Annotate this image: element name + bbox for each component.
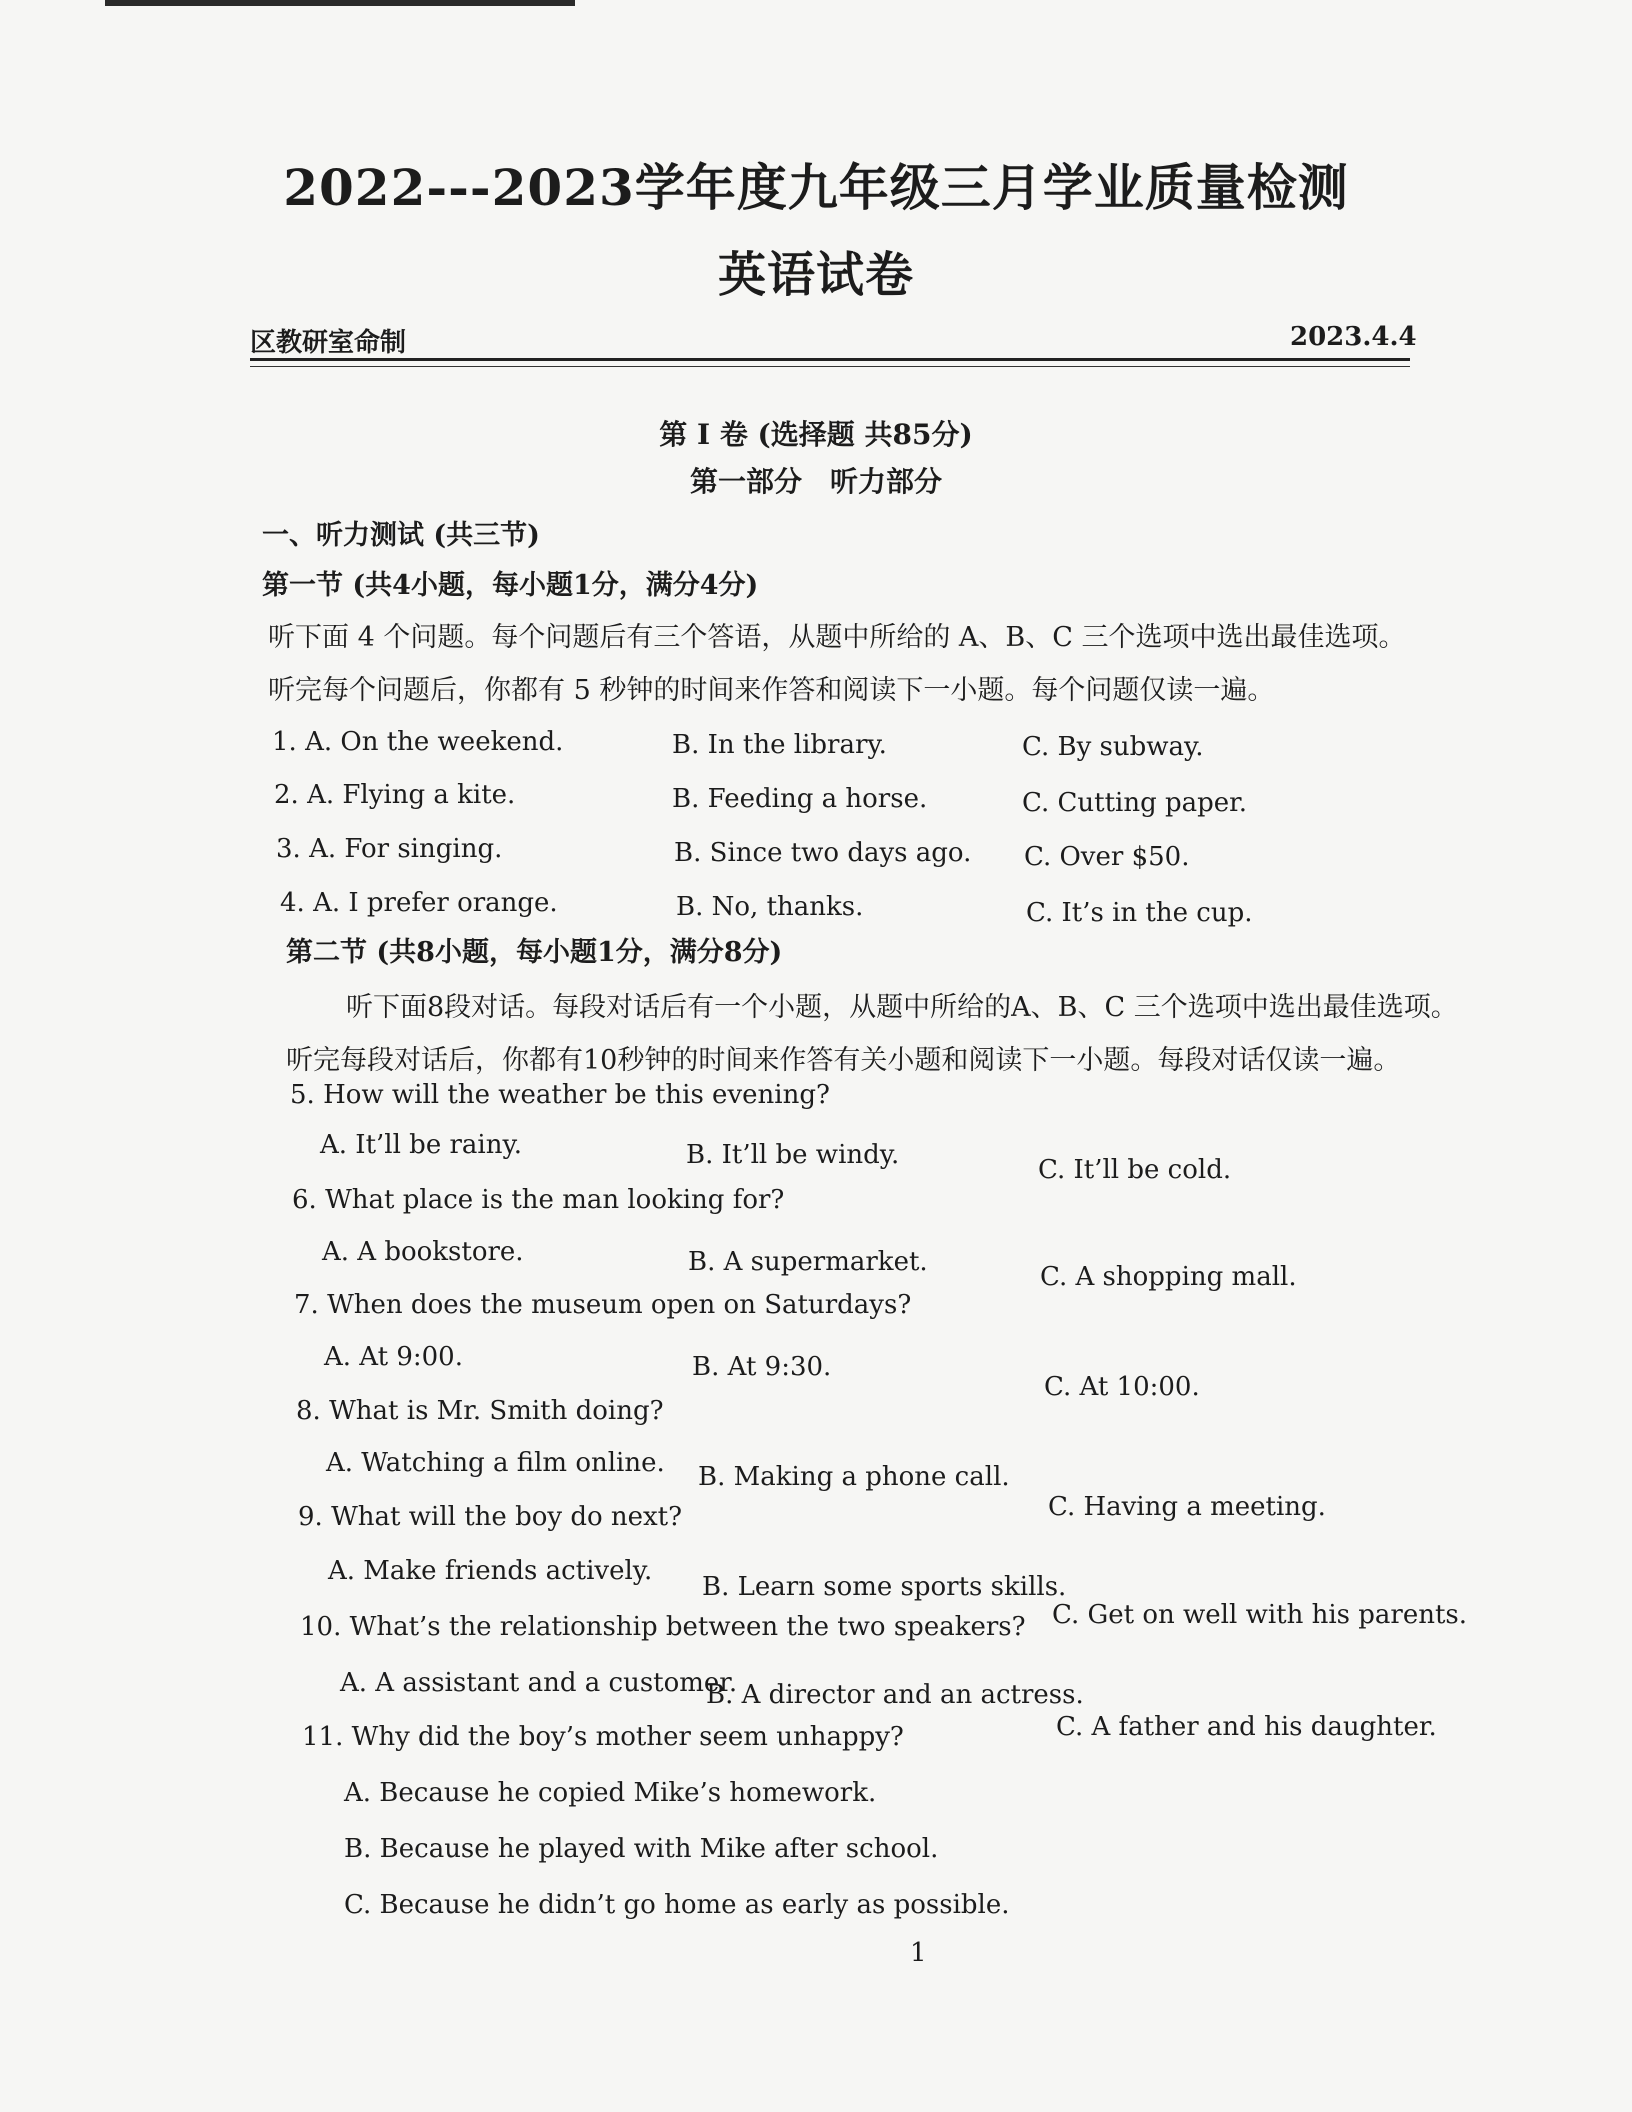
q6-option-a: A. A bookstore. xyxy=(322,1237,524,1267)
sec1-heading: 第一节 (共4小题，每小题1分，满分4分) xyxy=(262,570,759,601)
issuer: 区教研室命制 xyxy=(250,328,407,358)
q7-option-c: C. At 10:00. xyxy=(1044,1372,1200,1402)
sec1-instruction-2: 听完每个问题后，你都有 5 秒钟的时间来作答和阅读下一小题。每个问题仅读一遍。 xyxy=(268,675,1275,706)
q10-option-b: B. A director and an actress. xyxy=(706,1680,1084,1710)
q2-option-c: C. Cutting paper. xyxy=(1022,788,1248,818)
q10-question: 10. What’s the relationship between the two speakers? xyxy=(300,1612,1026,1642)
exam-subtitle: 英语试卷 xyxy=(717,247,914,303)
exam-date: 2023.4.4 xyxy=(1290,322,1417,352)
q8-option-b: B. Making a phone call. xyxy=(698,1462,1010,1492)
q6-option-c: C. A shopping mall. xyxy=(1040,1262,1297,1292)
q9-option-c: C. Get on well with his parents. xyxy=(1052,1600,1468,1630)
sec2-instruction-1: 听下面8段对话。每段对话后有一个小题，从题中所给的A、B、C 三个选项中选出最佳选项。 xyxy=(346,992,1458,1023)
q3-option-a: 3. A. For singing. xyxy=(276,834,503,864)
header-rule-thin xyxy=(250,366,1410,367)
volume-heading: 第 I 卷 (选择题 共85分) xyxy=(659,418,973,451)
q4-option-b: B. No, thanks. xyxy=(676,892,864,922)
q5-question: 5. How will the weather be this evening? xyxy=(290,1080,830,1110)
scan-edge-mark xyxy=(105,0,575,6)
sec2-instruction-2: 听完每段对话后，你都有10秒钟的时间来作答有关小题和阅读下一小题。每段对话仅读一遍。 xyxy=(286,1045,1401,1076)
q4-option-a: 4. A. I prefer orange. xyxy=(280,888,558,918)
page-number: 1 xyxy=(910,1938,927,1968)
q9-question: 9. What will the boy do next? xyxy=(298,1502,683,1532)
q10-option-c: C. A father and his daughter. xyxy=(1056,1712,1437,1742)
q3-option-b: B. Since two days ago. xyxy=(674,838,972,868)
q8-question: 8. What is Mr. Smith doing? xyxy=(296,1396,664,1426)
q2-option-a: 2. A. Flying a kite. xyxy=(274,780,516,810)
q5-option-a: A. It’ll be rainy. xyxy=(320,1130,522,1160)
q8-option-c: C. Having a meeting. xyxy=(1048,1492,1326,1522)
q5-option-c: C. It’ll be cold. xyxy=(1038,1155,1232,1185)
q3-option-c: C. Over $50. xyxy=(1024,842,1190,872)
q6-question: 6. What place is the man looking for? xyxy=(292,1185,785,1215)
header-rule xyxy=(250,358,1410,361)
q9-option-a: A. Make friends actively. xyxy=(328,1556,653,1586)
q4-option-c: C. It’s in the cup. xyxy=(1026,898,1253,928)
q7-question: 7. When does the museum open on Saturdays? xyxy=(294,1290,912,1320)
part-heading: 第一部分 听力部分 xyxy=(689,465,942,498)
q2-option-b: B. Feeding a horse. xyxy=(672,784,928,814)
q10-option-a: A. A assistant and a customer. xyxy=(340,1668,738,1698)
q11-option-b: B. Because he played with Mike after school. xyxy=(344,1834,939,1864)
q7-option-b: B. At 9:30. xyxy=(692,1352,832,1382)
section-title: 一、听力测试 (共三节) xyxy=(262,520,540,551)
q5-option-b: B. It’ll be windy. xyxy=(686,1140,900,1170)
q1-option-c: C. By subway. xyxy=(1022,732,1204,762)
sec1-instruction-1: 听下面 4 个问题。每个问题后有三个答语，从题中所给的 A、B、C 三个选项中选出最佳选项。 xyxy=(268,622,1406,653)
q11-option-a: A. Because he copied Mike’s homework. xyxy=(344,1778,877,1808)
q6-option-b: B. A supermarket. xyxy=(688,1247,928,1277)
q11-option-c: C. Because he didn’t go home as early as possible. xyxy=(344,1890,1010,1920)
q9-option-b: B. Learn some sports skills. xyxy=(702,1572,1067,1602)
q1-option-a: 1. A. On the weekend. xyxy=(272,727,564,757)
q7-option-a: A. At 9:00. xyxy=(324,1342,463,1372)
q11-question: 11. Why did the boy’s mother seem unhappy? xyxy=(302,1722,904,1752)
exam-title: 2022---2023学年度九年级三月学业质量检测 xyxy=(283,158,1349,217)
sec2-heading: 第二节 (共8小题，每小题1分，满分8分) xyxy=(286,937,783,968)
q8-option-a: A. Watching a film online. xyxy=(326,1448,665,1478)
q1-option-b: B. In the library. xyxy=(672,730,887,760)
